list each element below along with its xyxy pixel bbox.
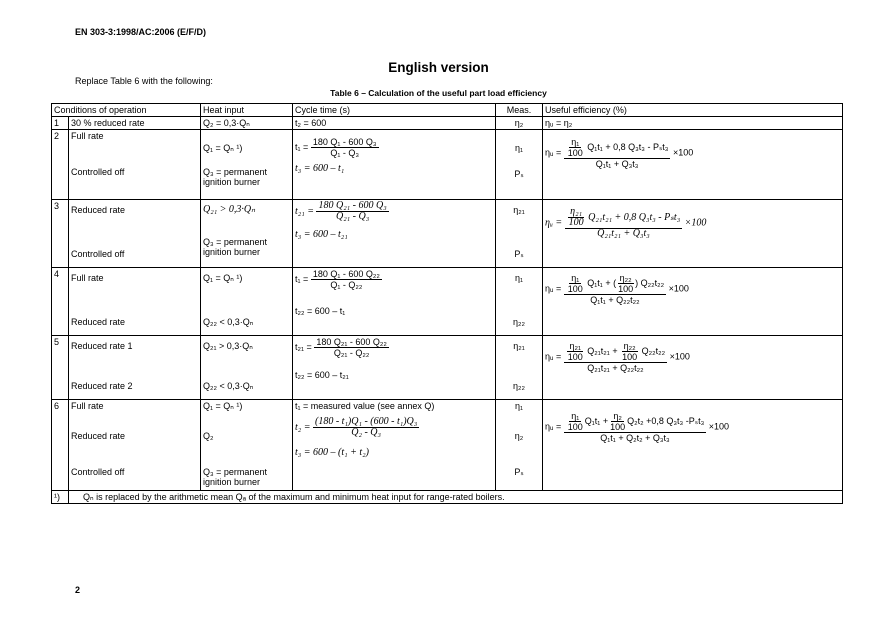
footnote-mark: ¹) (52, 491, 69, 504)
table-row (52, 200, 843, 268)
heat-input-cell (201, 268, 293, 336)
cycle-value: t₁ = measured value (see annex Q) (295, 401, 435, 411)
row-number: 1 (52, 117, 69, 130)
numerator: η₁ (571, 273, 580, 283)
condition-label: Full rate (71, 273, 104, 283)
condition-cell (69, 200, 201, 268)
fraction (608, 411, 627, 432)
header-meas: Meas. (496, 104, 543, 117)
condition-label: Controlled off (71, 167, 125, 177)
cycle-formula (295, 269, 493, 290)
fraction (311, 269, 382, 290)
denominator: Q₁ - Q₂₂ (330, 280, 363, 290)
header-cycle-time: Cycle time (s) (293, 104, 496, 117)
condition-label: Controlled off (71, 467, 125, 477)
heat-input-cell (201, 130, 293, 200)
footnote-text: Qₙ is replaced by the arithmetic mean Qₐ of the maximum and minimum heat input for range-rated boilers. (69, 491, 843, 504)
cycle-time-cell (293, 268, 496, 336)
condition-label: Reduced rate (71, 431, 126, 441)
numerator: η₂₂ (623, 341, 636, 351)
denominator: Q₂₁ - Q₃ (335, 211, 370, 222)
heat-input-cell (201, 336, 293, 400)
formula-lhs: t₁ = (295, 273, 309, 284)
condition-label: Reduced rate (71, 317, 126, 327)
meas-cell: η₂ (496, 117, 543, 130)
table-row (52, 268, 843, 336)
fraction (566, 137, 585, 158)
fraction (313, 417, 419, 438)
formula-lhs: t₂₁ = (295, 341, 312, 352)
heat-input-value: Q₂₁ > 0,3·Qₙ (203, 341, 253, 351)
meas-value: η₂ (514, 431, 524, 441)
heat-input-value: Q₂ (203, 431, 214, 441)
numerator: η₂₁ (570, 206, 583, 217)
efficiency-cell (543, 400, 843, 491)
header-heat-input: Heat input (201, 104, 293, 117)
meas-value: Pₛ (514, 249, 524, 259)
numerator: η₂₂ (619, 273, 632, 283)
table-header-row (52, 104, 843, 117)
fraction (616, 273, 635, 294)
denominator: 100 (567, 352, 583, 362)
meas-cell (496, 336, 543, 400)
denominator: Q₂₁t₂₁ + Q₃t₃ (597, 228, 650, 239)
meas-cell (496, 200, 543, 268)
cycle-value: t₃ = 600 – (t₁ + t₂) (295, 447, 369, 458)
numerator: 180 Q₂₁ - 600 Q₂₂ (316, 337, 387, 347)
numerator-terms: Q₂₁t₂₁ + (587, 345, 618, 356)
condition-label: Full rate (71, 131, 104, 141)
formula-tail: ×100 (668, 283, 689, 294)
fraction (316, 201, 388, 222)
numerator-terms: Q₁t₁ + (584, 415, 609, 426)
numerator-terms: Q₂₁t₂₁ + 0,8 Q₃t₃ - Pₛt₃ (588, 211, 681, 223)
header-useful-efficiency: Useful efficiency (%) (543, 104, 843, 117)
condition-label: Controlled off (71, 249, 125, 259)
numerator-terms: Q₂t₂ +0,8 Q₃t₃ -Pₛt₃ (627, 415, 705, 426)
document-reference: EN 303-3:1998/AC:2006 (E/F/D) (75, 27, 207, 37)
cycle-time-cell (293, 336, 496, 400)
fraction (314, 337, 389, 358)
cycle-time-cell (293, 200, 496, 268)
cycle-value: t₃ = 600 – t₂₁ (295, 229, 348, 240)
condition-label: Full rate (71, 401, 104, 411)
condition-cell: 30 % reduced rate (69, 117, 201, 130)
table-title: Table 6 – Calculation of the useful part load efficiency (330, 88, 547, 98)
language-heading: English version (388, 60, 489, 75)
table-row (52, 117, 843, 130)
fraction (620, 341, 639, 362)
header-conditions: Conditions of operation (52, 104, 201, 117)
heat-input-value: Q₃ = permanent ignition burner (203, 237, 267, 257)
formula-lhs: ηᵤ = (545, 147, 562, 158)
efficiency-formula (545, 341, 840, 373)
efficiency-cell: ηᵤ = η₂ (543, 117, 843, 130)
efficiency-formula (545, 411, 840, 443)
table-row (52, 130, 843, 200)
numerator-terms: Q₁t₁ + ( (587, 277, 617, 288)
numerator: η₂₁ (569, 341, 581, 351)
fraction (564, 137, 671, 169)
numerator: η₁ (571, 411, 580, 421)
formula-tail: ×100 (669, 351, 690, 362)
meas-cell (496, 268, 543, 336)
fraction (566, 341, 585, 362)
condition-cell (69, 336, 201, 400)
denominator: 100 (567, 148, 583, 158)
meas-cell (496, 400, 543, 491)
heat-input-value: Q₃ = permanent ignition burner (203, 167, 267, 187)
efficiency-cell (543, 268, 843, 336)
denominator: 100 (567, 284, 583, 294)
cycle-formula (295, 417, 493, 438)
numerator (564, 137, 671, 159)
fraction (566, 411, 585, 432)
efficiency-cell (543, 130, 843, 200)
formula-lhs: ηᵤ = (545, 283, 562, 294)
cycle-value: t₃ = 600 – t₁ (295, 163, 345, 174)
numerator: (180 - t₁)Q₁ - (600 - t₁)Q₃ (315, 416, 418, 427)
heat-input-cell: Q₂ = 0,3·Qₙ (201, 117, 293, 130)
efficiency-cell (543, 200, 843, 268)
cycle-value: t₂₂ = 600 – t₁ (295, 306, 346, 316)
condition-cell (69, 268, 201, 336)
fraction (567, 207, 586, 228)
denominator: 100 (618, 284, 634, 294)
heat-input-value: Q₂₂ < 0,3·Qₙ (203, 381, 254, 391)
numerator-terms: ) Q₂₂t₂₂ (635, 277, 665, 288)
formula-tail: ×100 (672, 147, 694, 158)
formula-lhs: ηᵤ = (545, 421, 562, 432)
denominator: Q₁t₁ + Q₃t₃ (595, 159, 639, 169)
heat-input-cell (201, 400, 293, 491)
numerator: η₂ (613, 411, 622, 421)
efficiency-formula (545, 273, 840, 305)
footnote-row (52, 491, 843, 504)
formula-lhs: ηᵤ = (545, 217, 563, 229)
denominator: Q₁ - Q₃ (330, 148, 360, 158)
heat-input-cell (201, 200, 293, 268)
denominator: Q₂₁ - Q₂₂ (333, 348, 370, 358)
cycle-formula (295, 201, 493, 222)
cycle-formula (295, 337, 493, 358)
denominator: Q₂ - Q₃ (351, 427, 381, 438)
denominator: 100 (568, 217, 584, 228)
heat-input-value: Q₁ = Qₙ ¹) (203, 143, 243, 153)
formula-tail: ×100 (708, 421, 730, 432)
formula-lhs: t₂₁ = (295, 205, 314, 217)
denominator: Q₂₁t₂₁ + Q₂₂t₂₂ (587, 363, 644, 373)
cycle-time-cell (293, 130, 496, 200)
numerator: η₁ (571, 137, 580, 147)
row-number: 6 (52, 400, 69, 491)
formula-lhs: t₂ = (295, 421, 311, 433)
numerator: 180 Q₁ - 600 Q₂₂ (312, 269, 380, 279)
fraction (564, 273, 666, 305)
meas-value: η₁ (514, 273, 524, 283)
efficiency-formula (545, 207, 840, 239)
heat-input-value: Q₃ = permanent ignition burner (203, 467, 267, 487)
fraction (566, 273, 585, 294)
heat-input-value: Q₂₁ > 0,3·Qₙ (203, 204, 256, 215)
table-row (52, 336, 843, 400)
row-number: 3 (52, 200, 69, 268)
page-number: 2 (75, 585, 81, 595)
numerator: 180 Q₁ - 600 Q₃ (312, 137, 377, 147)
denominator: Q₁t₁ + Q₂t₂ + Q₃t₃ (600, 433, 670, 443)
formula-tail: ×100 (684, 217, 707, 229)
meas-cell (496, 130, 543, 200)
numerator (564, 411, 707, 433)
denominator: 100 (610, 422, 626, 432)
meas-value: η₂₂ (513, 381, 525, 391)
condition-cell (69, 400, 201, 491)
denominator: Q₁t₁ + Q₂₂t₂₂ (590, 295, 640, 305)
formula-lhs: ηᵤ = (545, 351, 562, 362)
denominator: 100 (567, 422, 583, 432)
cycle-formula (295, 137, 493, 158)
replace-instruction: Replace Table 6 with the following: (75, 76, 213, 86)
fraction (564, 411, 707, 443)
row-number: 2 (52, 130, 69, 200)
numerator (564, 341, 667, 363)
row-number: 4 (52, 268, 69, 336)
efficiency-formula (545, 137, 840, 169)
meas-value: Pₛ (514, 467, 524, 477)
numerator (564, 273, 666, 295)
fraction (564, 341, 667, 373)
efficiency-cell (543, 336, 843, 400)
cycle-time-cell (293, 400, 496, 491)
cycle-time-cell: t₂ = 600 (293, 117, 496, 130)
numerator (565, 207, 683, 229)
numerator-terms: Q₂₂t₂₂ (641, 345, 666, 356)
meas-value: η₂₁ (513, 205, 525, 215)
heat-input-value: Q₂₂ < 0,3·Qₙ (203, 317, 254, 327)
heat-input-value: Q₁ = Qₙ ¹) (203, 401, 243, 411)
condition-label: Reduced rate (71, 205, 126, 215)
efficiency-table (51, 103, 843, 504)
formula-lhs: t₁ = (295, 141, 309, 152)
numerator-terms: Q₁t₁ + 0,8 Q₃t₃ - Pₛt₃ (587, 141, 669, 152)
cycle-value: t₂₂ = 600 – t₂₁ (295, 370, 349, 380)
condition-cell (69, 130, 201, 200)
row-number: 5 (52, 336, 69, 400)
denominator: 100 (622, 352, 638, 362)
fraction (311, 137, 379, 158)
meas-value: Pₛ (514, 169, 524, 179)
meas-value: η₂₁ (513, 341, 525, 351)
numerator: 180 Q₂₁ - 600 Q₃ (318, 200, 387, 211)
table-row (52, 400, 843, 491)
meas-value: η₁ (514, 401, 524, 411)
meas-value: η₁ (514, 143, 524, 153)
fraction (565, 207, 683, 239)
condition-label: Reduced rate 1 (71, 341, 133, 351)
condition-label: Reduced rate 2 (71, 381, 133, 391)
meas-value: η₂₂ (513, 317, 525, 327)
heat-input-value: Q₁ = Qₙ ¹) (203, 273, 243, 283)
